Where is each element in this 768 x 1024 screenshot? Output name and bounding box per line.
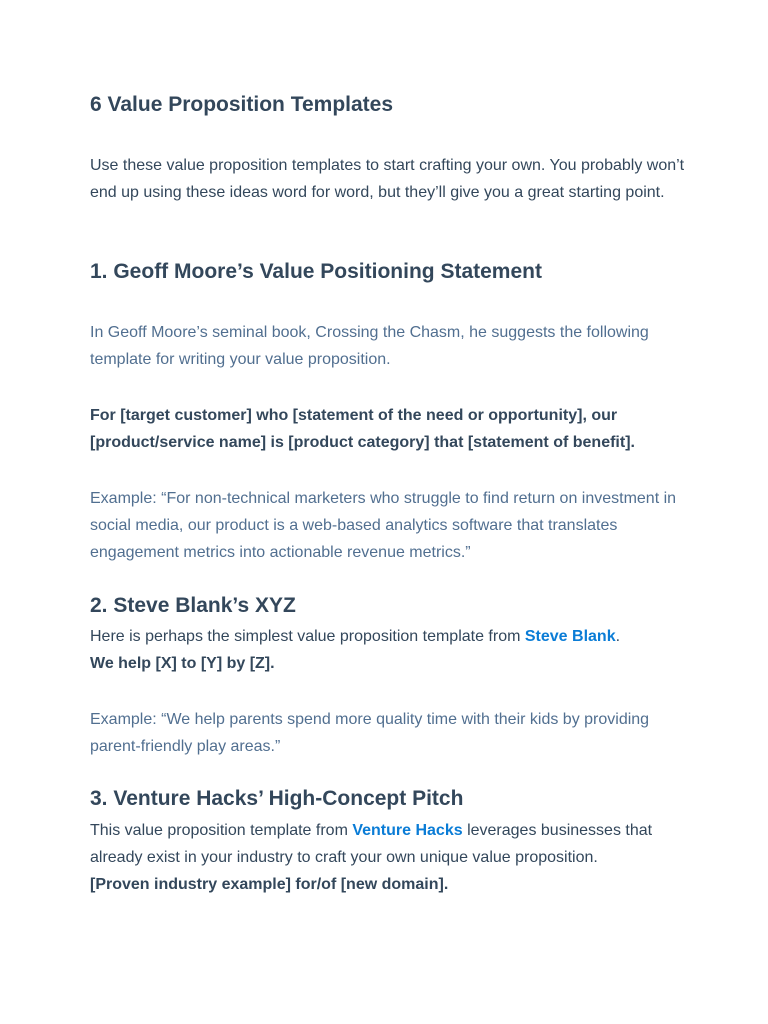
intro-paragraph: Use these value proposition templates to start crafting your own. You probably won’t end up using these ideas word for word, but they’ll give you a great starting point.: [90, 157, 685, 201]
page-title: 6 Value Proposition Templates: [90, 93, 394, 116]
section-3-description-end: leverages businesses that already exist in your industry to craft your own unique value proposition.: [90, 822, 653, 866]
section-1-example: Example: “For non-technical marketers who struggle to find return on investment in social media, our product is a web-based analytics software that translates engagement metrics into actionable revenue metrics.”: [90, 490, 677, 561]
section-3-heading: 3. Venture Hacks’ High-Concept Pitch: [90, 787, 464, 810]
steve-blank-link[interactable]: Steve Blank: [524, 628, 616, 645]
section-2-description-text: Here is perhaps the simplest value proposition template from: [90, 628, 525, 645]
section-1-description: In Geoff Moore’s seminal book, Crossing the Chasm, he suggests the following template for writing your value proposition.: [90, 324, 649, 368]
section-2-template: We help [X] to [Y] by [Z].: [90, 655, 275, 672]
section-2-description-end: .: [615, 628, 621, 645]
section-2-heading: 2. Steve Blank’s XYZ: [90, 594, 296, 617]
section-2-description: [90, 623, 690, 650]
section-3-description-text: This value proposition template from: [90, 822, 353, 839]
section-1-template: For [target customer] who [statement of the need or opportunity], our [product/service name] is [product category] that [statement of benefit].: [90, 407, 635, 451]
section-3-description: [90, 817, 690, 871]
section-3-template: [Proven industry example] for/of [new domain].: [90, 876, 449, 893]
venture-hacks-link[interactable]: Venture Hacks: [352, 822, 463, 839]
section-2-example: Example: “We help parents spend more quality time with their kids by providing parent-friendly play areas.”: [90, 711, 650, 755]
section-1-heading: 1. Geoff Moore’s Value Positioning Statement: [90, 260, 542, 283]
